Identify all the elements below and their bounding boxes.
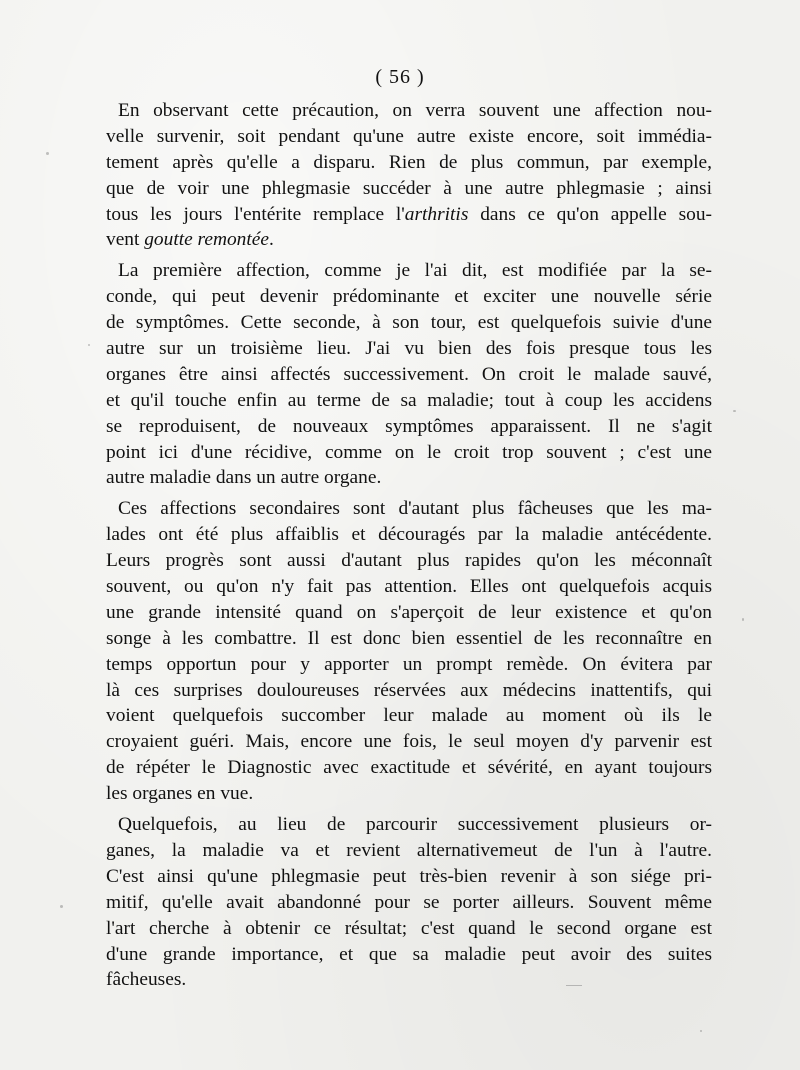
text-line: et qu'il touche enfin au terme de sa maladie; tout à coup les accidens [106, 389, 712, 411]
italic-term: arthritis [404, 203, 469, 225]
text-run: vent [106, 229, 145, 251]
text-line: les organes en vue. [106, 783, 254, 805]
text-line: souvent, ou qu'on n'y fait pas attention. Elles ont quelquefois acquis [106, 576, 712, 598]
text-line: fâcheuses. [106, 969, 187, 991]
text-line: organes être ainsi affectés successivement. On croit le malade sauvé, [106, 363, 712, 385]
paragraph [106, 812, 712, 993]
text-line: Leurs progrès sont aussi d'autant plus rapides qu'on les méconnaît [106, 550, 712, 572]
paragraph [106, 98, 712, 253]
text-line: ganes, la maladie va et revient alternativemeut de l'un à l'autre. [106, 839, 712, 861]
text-line: songe à les combattre. Il est donc bien essentiel de les reconnaître en [106, 627, 712, 649]
text-line: mitif, qu'elle avait abandonné pour se porter ailleurs. Souvent même [106, 891, 712, 913]
page-number: ( 56 ) [375, 66, 425, 88]
text-run: dans ce qu'on appelle sou- [468, 203, 712, 225]
text-line: croyaient guéri. Mais, encore une fois, le seul moyen d'y parvenir est [106, 731, 712, 753]
text-line [106, 227, 712, 253]
body-text [106, 98, 712, 993]
text-run: . [268, 229, 274, 251]
text-line: point ici d'une récidive, comme on le croit trop souvent ; c'est une [106, 441, 712, 463]
paper-speck [46, 152, 49, 155]
text-line: que de voir une phlegmasie succéder à une autre phlegmasie ; ainsi [106, 177, 712, 199]
paper-speck [742, 618, 744, 621]
paper-speck [733, 410, 736, 412]
paragraph [106, 496, 712, 807]
text-line: velle survenir, soit pendant qu'une autre existe encore, soit immédia- [106, 125, 712, 147]
text-run: tous les jours l'entérite remplace l' [106, 203, 405, 225]
paper-speck [88, 344, 90, 346]
text-line: En observant cette précaution, on verra souvent une affection nou- [118, 100, 712, 121]
text-line: lades ont été plus affaiblis et découragés par la maladie antécédente. [106, 524, 712, 546]
text-line: temps opportun pour y apporter un prompt remède. On évitera par [106, 653, 712, 675]
text-line: C'est ainsi qu'une phlegmasie peut très-bien revenir à son siége pri- [106, 865, 712, 887]
text-line: autre maladie dans un autre organe. [106, 467, 382, 489]
paragraph [106, 258, 712, 491]
text-line: conde, qui peut devenir prédominante et exciter une nouvelle série [106, 286, 712, 308]
text-line: de symptômes. Cette seconde, à son tour, est quelquefois suivie d'une [106, 312, 712, 334]
text-line: l'art cherche à obtenir ce résultat; c'est quand le second organe est [106, 917, 712, 939]
text-line: autre sur un troisième lieu. J'ai vu bien des fois presque tous les [106, 338, 712, 360]
text-line [106, 202, 712, 228]
text-line: La première affection, comme je l'ai dit, est modifiée par la se- [118, 260, 712, 282]
text-line: là ces surprises douloureuses réservées aux médecins inattentifs, qui [106, 679, 712, 701]
text-line: se reproduisent, de nouveaux symptômes apparaissent. Il ne s'agit [106, 415, 712, 437]
text-line: une grande intensité quand on s'aperçoit de leur existence et qu'on [106, 601, 712, 623]
italic-term: goutte remontée [144, 229, 269, 251]
paper-speck [700, 1030, 702, 1032]
text-line: Quelquefois, au lieu de parcourir successivement plusieurs or- [118, 814, 712, 836]
text-line: d'une grande importance, et que sa maladie peut avoir des suites [106, 943, 712, 965]
paper-speck [60, 905, 63, 908]
text-line: de répéter le Diagnostic avec exactitude et sévérité, en ayant toujours [106, 757, 712, 779]
text-line: voient quelquefois succomber leur malade au moment où ils le [106, 705, 712, 727]
text-line: tement après qu'elle a disparu. Rien de plus commun, par exemple, [106, 151, 712, 173]
text-line: Ces affections secondaires sont d'autant plus fâcheuses que les ma- [118, 498, 712, 520]
